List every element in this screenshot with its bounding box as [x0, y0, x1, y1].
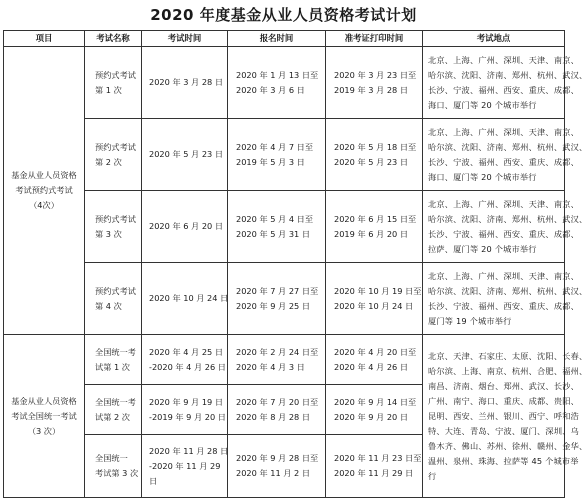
admission-print-time-cell: 2020 年 3 月 23 日至 2019 年 3 月 28 日: [326, 47, 423, 119]
header-exam-name: 考试名称: [85, 31, 142, 47]
header-exam-time: 考试时间: [142, 31, 228, 47]
table-header-row: [4, 31, 565, 47]
header-admission-print-time: 准考证打印时间: [326, 31, 423, 47]
table-row: [4, 47, 565, 119]
header-exam-location: 考试地点: [423, 31, 565, 47]
exam-name-cell: 预约式考试 第 1 次: [85, 47, 142, 119]
exam-name-cell: 全国统一 考试第 3 次: [85, 435, 142, 498]
registration-time-cell: 2020 年 7 月 27 日至 2020 年 9 月 25 日: [228, 263, 326, 335]
exam-location-cell: 北京、上海、广州、深圳、天津、南京、 哈尔滨、沈阳、济南、郑州、杭州、武汉、 长沙、宁波、福州、西安、重庆、成都、 海口、厦门等 20 个城市举行: [423, 47, 565, 119]
table-row: [4, 263, 565, 335]
header-project: 项目: [4, 31, 85, 47]
registration-time-cell: 2020 年 1 月 13 日至 2020 年 3 月 6 日: [228, 47, 326, 119]
project-cell-national: 基金从业人员资格 考试全国统一考试 （3 次）: [4, 335, 85, 498]
exam-location-cell: 北京、上海、广州、深圳、天津、南京、 哈尔滨、沈阳、济南、郑州、杭州、武汉、 长沙、宁波、福州、西安、重庆、成都、 厦门等 19 个城市举行: [423, 263, 565, 335]
registration-time-cell: 2020 年 2 月 24 日至 2020 年 4 月 3 日: [228, 335, 326, 385]
exam-time-cell: 2020 年 3 月 28 日: [142, 47, 228, 119]
registration-time-cell: 2020 年 9 月 28 日至 2020 年 11 月 2 日: [228, 435, 326, 498]
exam-time-cell: 2020 年 10 月 24 日: [142, 263, 228, 335]
exam-name-cell: 全国统一考 试第 1 次: [85, 335, 142, 385]
exam-location-cell: 北京、上海、广州、深圳、天津、南京、 哈尔滨、沈阳、济南、郑州、杭州、武汉、 长沙、宁波、福州、西安、重庆、成都、 拉萨、厦门等 20 个城市举行: [423, 191, 565, 263]
admission-print-time-cell: 2020 年 11 月 23 日至 2020 年 11 月 29 日: [326, 435, 423, 498]
table-row: [4, 191, 565, 263]
exam-time-cell: 2020 年 9 月 19 日 -2019 年 9 月 20 日: [142, 385, 228, 435]
exam-name-cell: 全国统一考 试第 2 次: [85, 385, 142, 435]
admission-print-time-cell: 2020 年 5 月 18 日至 2020 年 5 月 23 日: [326, 119, 423, 191]
exam-name-cell: 预约式考试 第 4 次: [85, 263, 142, 335]
registration-time-cell: 2020 年 7 月 20 日至 2020 年 8 月 28 日: [228, 385, 326, 435]
exam-time-cell: 2020 年 6 月 20 日: [142, 191, 228, 263]
registration-time-cell: 2020 年 5 月 4 日至 2020 年 5 月 31 日: [228, 191, 326, 263]
exam-name-cell: 预约式考试 第 3 次: [85, 191, 142, 263]
project-cell-reservation: 基金从业人员资格 考试预约式考试 （4次）: [4, 47, 85, 335]
exam-time-cell: 2020 年 5 月 23 日: [142, 119, 228, 191]
exam-location-cell: 北京、上海、广州、深圳、天津、南京、 哈尔滨、沈阳、济南、郑州、杭州、武汉、 长沙、宁波、福州、西安、重庆、成都、 海口、厦门等 20 个城市举行: [423, 119, 565, 191]
header-registration-time: 报名时间: [228, 31, 326, 47]
exam-schedule-table: [3, 30, 587, 498]
admission-print-time-cell: 2020 年 9 月 14 日至 2020 年 9 月 20 日: [326, 385, 423, 435]
registration-time-cell: 2020 年 4 月 7 日至 2019 年 5 月 3 日: [228, 119, 326, 191]
admission-print-time-cell: 2020 年 10 月 19 日至 2020 年 10 月 24 日: [326, 263, 423, 335]
exam-time-cell: 2020 年 11 月 28 日 -2020 年 11 月 29 日: [142, 435, 228, 498]
exam-location-cell: 北京、天津、石家庄、太原、沈阳、长春、 哈尔滨、上海、南京、杭州、合肥、福州、 南昌、济南、烟台、郑州、武汉、长沙、 广州、南宁、海口、重庆、成都、贵阳、 昆明、西安、兰州、银川、西宁、呼和浩 特、大连、青岛、宁波、厦门、深圳、乌 鲁木齐、佛山、苏州、徐州、赣州、金华、 温州、泉州、珠海、拉萨等 45 个城市举 行: [423, 335, 565, 498]
page-title: 2020 年度基金从业人员资格考试计划: [150, 6, 417, 24]
table-row: [4, 335, 565, 385]
table-row: [4, 119, 565, 191]
admission-print-time-cell: 2020 年 4 月 20 日至 2020 年 4 月 26 日: [326, 335, 423, 385]
admission-print-time-cell: 2020 年 6 月 15 日至 2019 年 6 月 20 日: [326, 191, 423, 263]
exam-time-cell: 2020 年 4 月 25 日 -2020 年 4 月 26 日: [142, 335, 228, 385]
exam-name-cell: 预约式考试 第 2 次: [85, 119, 142, 191]
